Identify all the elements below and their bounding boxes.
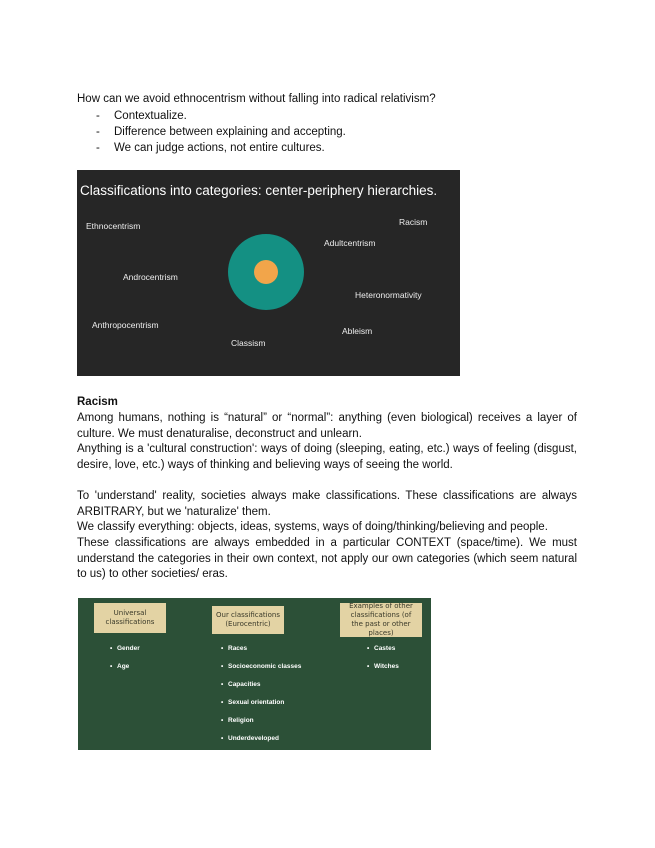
our-list xyxy=(221,645,301,753)
center-circle xyxy=(254,260,278,284)
paragraph: Anything is a 'cultural construction': ways of doing (sleeping, eating, etc.) ways of feeling (disgust, desire, love, etc.) ways of thinking and believing ways of seeing the world. xyxy=(77,443,577,471)
universal-list xyxy=(110,645,140,681)
list-item: • Witches xyxy=(367,663,399,670)
paragraph: To 'understand' reality, societies always make classifications. These classifications are always ARBITRARY, but we 'naturalize' them. xyxy=(77,490,577,518)
label-heteronormativity: Heteronormativity xyxy=(355,290,422,300)
list-item: • Sexual orientation xyxy=(221,699,301,706)
paragraph: Among humans, nothing is “natural” or “normal”: anything (even biological) receives a layer of culture. We must denaturalise, deconstruct and unlearn. xyxy=(77,412,577,440)
label-anthropocentrism: Anthropocentrism xyxy=(92,320,159,330)
list-item: - Contextualize. xyxy=(96,108,346,124)
section-heading-racism: Racism xyxy=(77,396,118,408)
list-item: • Religion xyxy=(221,717,301,724)
bullet-list xyxy=(96,108,346,156)
label-androcentrism: Androcentrism xyxy=(123,272,178,282)
paragraph: These classifications are always embedded in a particular CONTEXT (space/time). We must understand the categories in their own context, not apply our own categories (which seem natural to us) to other societies/ eras. xyxy=(77,537,577,580)
center-periphery-slide xyxy=(77,170,460,376)
classifications-slide xyxy=(78,598,431,750)
list-item: • Age xyxy=(110,663,140,670)
list-item: - We can judge actions, not entire cultures. xyxy=(96,140,346,156)
column-heading-others: Examples of other classifications (of the past or other places) xyxy=(340,603,422,637)
label-ableism: Ableism xyxy=(342,326,373,336)
others-list xyxy=(367,645,399,681)
column-heading-ours: Our classifications (Eurocentric) xyxy=(212,606,284,634)
list-item: • Socioeconomic classes xyxy=(221,663,301,670)
label-adultcentrism: Adultcentrism xyxy=(324,238,376,248)
question-text: How can we avoid ethnocentrism without falling into radical relativism? xyxy=(77,93,436,105)
list-item: • Underdeveloped xyxy=(221,735,301,742)
label-classism: Classism xyxy=(231,338,266,348)
periphery-circle xyxy=(228,234,304,310)
list-item: • Races xyxy=(221,645,301,652)
list-item: • Gender xyxy=(110,645,140,652)
paragraph: We classify everything: objects, ideas, systems, ways of doing/thinking/believing and people. xyxy=(77,521,548,533)
label-racism: Racism xyxy=(399,217,428,227)
label-ethnocentrism: Ethnocentrism xyxy=(86,221,141,231)
column-heading-universal: Universal classifications xyxy=(94,603,166,633)
list-item: • Capacities xyxy=(221,681,301,688)
slide-title: Classifications into categories: center-periphery hierarchies. xyxy=(80,183,438,198)
list-item: • Castes xyxy=(367,645,399,652)
list-item: - Difference between explaining and accepting. xyxy=(96,124,346,140)
